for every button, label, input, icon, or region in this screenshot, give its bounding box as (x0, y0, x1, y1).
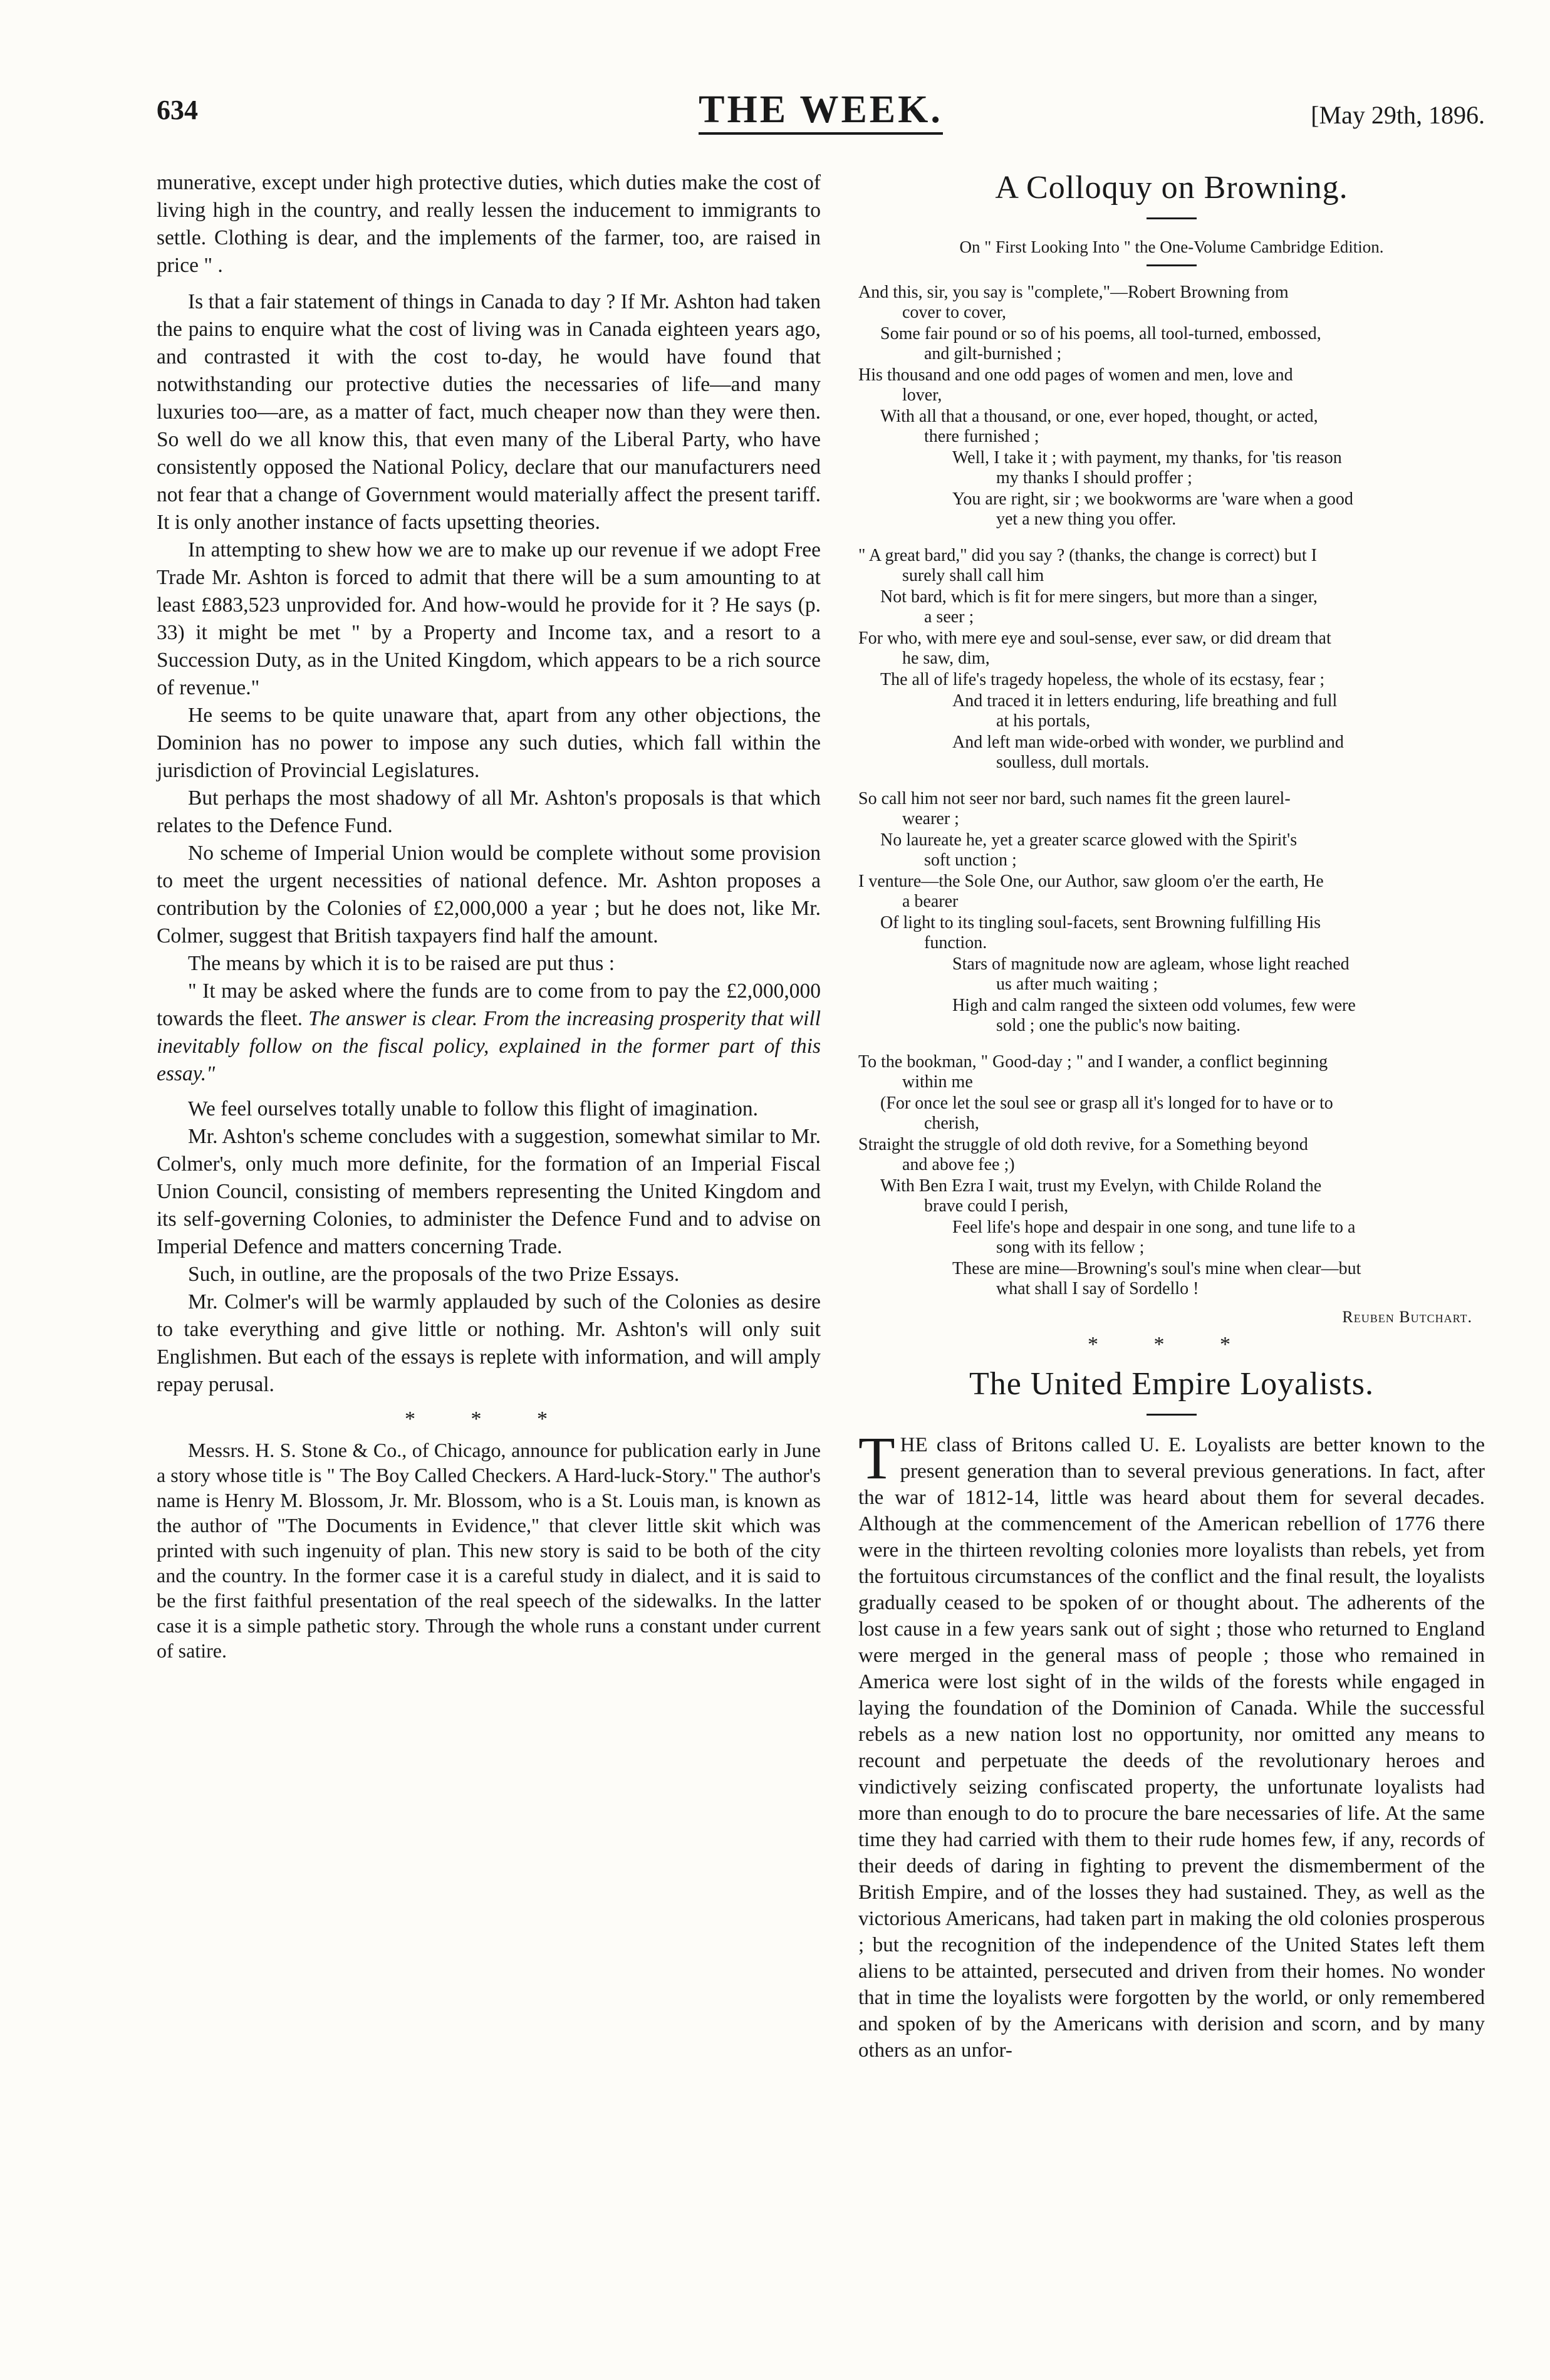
paragraph: munerative, except under high protective duties, which duties make the cost of living high in the country, and really lessen the inducement to immigrants to settle. Clothing is dear, and the implements of the farmer, too, are raised in price " . (157, 171, 821, 277)
poem-line (858, 996, 1485, 1036)
title-rule (1147, 217, 1197, 219)
poem-line-continuation: song with its fellow ; (996, 1238, 1145, 1257)
paragraph: In attempting to shew how we are to make up our revenue if we adopt Free Trade Mr. Ashton is forced to admit that there will be a sum amounting to at least £883,523 unprovided for. And how-would he provide for it ? He says (p. 33) it might be met " by a Property and Income tax, and a resort to a Succession Duty, as in the United Kingdom, which appears to be a rich source of revenue." (157, 538, 821, 699)
paragraph: Mr. Colmer's will be warmly applauded by such of the Colonies as desire to take everything and give little or nothing. Mr. Ashton's will only suit Englishmen. But each of the essays is replete with information, and will amply repay perusal. (157, 1290, 821, 1396)
poem-line-text: To the bookman, " Good-day ; " and I wander, a conflict beginning (858, 1052, 1328, 1072)
poem-stanza (858, 546, 1485, 773)
poem-line (858, 1135, 1485, 1175)
page-number: 634 (157, 95, 198, 125)
poem-line-text: And traced it in letters enduring, life breathing and full (952, 691, 1338, 711)
poem-line (858, 1052, 1485, 1092)
poem-line-continuation: lover, (902, 385, 942, 405)
running-head (157, 88, 1485, 150)
poem-line-text: These are mine—Browning's soul's mine when clear—but (952, 1259, 1361, 1278)
news-note: Messrs. H. S. Stone & Co., of Chicago, announce for publication early in June a story whose title is " The Boy Called Checkers. A Hard-luck-Story." The author's name is Henry M. Blossom, Jr. Mr. Blossom, who is a St. Louis man, is known as the author of "The Documents in Evidence," that clever little skit which was printed with such ingenuity of plan. This new story is said to be both of the city and the country. In the former case it is a careful study in dialect, and it is said to be the first faithful presentation of the real speech of the sidewalks. In the latter case it is a simple pathetic story. Through the whole runs a constant under current of satire. (157, 1439, 821, 1662)
poem-line-continuation: at his portals, (996, 711, 1091, 731)
poem-line-continuation: a seer ; (924, 607, 974, 627)
poem-line (858, 365, 1485, 405)
poem-line (858, 629, 1485, 669)
poem-line-text: I venture—the Sole One, our Author, saw gloom o'er the earth, He (858, 872, 1324, 891)
poem-line-continuation: function. (924, 933, 987, 953)
paragraph: The means by which it is to be raised are put thus : (188, 952, 615, 975)
poem-line-text: Well, I take it ; with payment, my thanks, for 'tis reason (952, 448, 1342, 467)
drop-cap: T (858, 1424, 895, 1491)
poem-line (858, 587, 1485, 627)
paragraph: We feel ourselves totally unable to follow this flight of imagination. (188, 1097, 758, 1120)
poem-line-text: Not bard, which is fit for mere singers, but more than a singer, (880, 587, 1318, 607)
poem-line-text: No laureate he, yet a greater scarce glowed with the Spirit's (880, 830, 1298, 850)
poem-line-text: His thousand and one odd pages of women and men, love and (858, 365, 1293, 385)
poem-line-text: Feel life's hope and despair in one song, and tune life to a (952, 1218, 1356, 1237)
poem-body (858, 283, 1485, 1299)
left-column (157, 169, 821, 1663)
poem-stanza (858, 283, 1485, 530)
poem-line-text: You are right, sir ; we bookworms are 'ware when a good (952, 489, 1353, 509)
poem-line (858, 913, 1485, 953)
poem-line (858, 830, 1485, 870)
poem-line-continuation: my thanks I should proffer ; (996, 468, 1192, 488)
poem-subtitle: On " First Looking Into " the One-Volume Cambridge Edition. (959, 237, 1384, 256)
quote-plain: " It may be asked where the funds are to come from to pay the £2,000,000 towards the fleet. (157, 979, 821, 1030)
subtitle-rule (1147, 264, 1197, 266)
essay-body: HE class of Britons called U. E. Loyalists are better known to the present generation than to several previous generations. In fact, after the war of 1812-14, little was heard about them for several decades. Although at the commencement of the American rebellion of 1776 there were in the thirteen revolting colonies more loyalists than rebels, yet from the fortuitous circumstances of the conflict and the final result, the loyalists gradually ceased to be spoken of or thought about. The adherents of the lost cause in a few years sank out of sight ; those who returned to England were merged in the general mass of people ; those who remained in America were lost sight of in the wilds of the forests while engaged in laying the foundation of the Dominion of Canada. While the successful rebels as a new nation lost no opportunity, nor omitted any means to recount and perpetuate the deeds of the revolutionary heroes and vindictively seizing confiscated property, the unfortunate loyalists had more than enough to do to procure the bare necessaries of life. At the same time they had carried with them to their rude homes few, if any, records of their deeds of daring in fighting to prevent the dismemberment of the British Empire, and of the losses they had sustained. They, as well as the victorious Americans, had taken part in making the old colonies prosperous ; but the recognition of the independence of the United States left them aliens to be attainted, persecuted and driven from their homes. No wonder that in time the loyalists were forgotten by the world, or only remembered and spoken of by the Americans with derision and scorn, and by many others as an unfor- (858, 1434, 1485, 2062)
poem-line (858, 733, 1485, 773)
poem-signature: Reuben Butchart. (1342, 1308, 1472, 1326)
poem-line-continuation: sold ; one the public's now baiting. (996, 1016, 1241, 1035)
poem-line-continuation: yet a new thing you offer. (996, 509, 1177, 529)
paragraph: But perhaps the most shadowy of all Mr. Ashton's proposals is that which relates to the Defence Fund. (157, 786, 821, 837)
poem-line-text: " A great bard," did you say ? (thanks, the change is correct) but I (858, 546, 1317, 565)
poem-line-text: And left man wide-orbed with wonder, we purblind and (952, 733, 1344, 752)
poem-line-continuation: us after much waiting ; (996, 974, 1158, 994)
poem-line (858, 691, 1485, 731)
poem-line-text: So call him not seer nor bard, such names fit the green laurel- (858, 789, 1291, 808)
poem-line-continuation: cover to cover, (902, 303, 1007, 322)
block-quote (157, 978, 821, 1088)
journal-title (157, 88, 1485, 132)
issue-date: [May 29th, 1896. (1311, 101, 1485, 129)
essay-text (858, 1424, 1485, 2064)
paragraph: Such, in outline, are the proposals of the two Prize Essays. (188, 1263, 680, 1286)
poem-line (858, 407, 1485, 447)
poem-line-text: (For once let the soul see or grasp all it's longed for to have or to (880, 1093, 1333, 1113)
quote-italic: The answer is clear. From the increasing prosperity that will inevitably follow on the fiscal policy, explained in the former part of this essay." (157, 1007, 821, 1085)
essay-title-rule (1147, 1414, 1197, 1416)
poem-line (858, 283, 1485, 323)
poem-line-text: The all of life's tragedy hopeless, the whole of its ecstasy, fear ; (880, 670, 1325, 689)
poem-line-text: Straight the struggle of old doth revive, for a Something beyond (858, 1135, 1308, 1154)
section-separator: * * * (1088, 1333, 1256, 1356)
poem-line-continuation: wearer ; (902, 809, 959, 828)
paragraph: He seems to be quite unaware that, apart from any other objections, the Dominion has no power to impose any such duties, which fall within the jurisdiction of Provincial Legislatures. (157, 704, 821, 782)
poem-line-text: And this, sir, you say is "complete,"—Robert Browning from (858, 283, 1289, 302)
poem-line-text: High and calm ranged the sixteen odd volumes, few were (952, 996, 1356, 1015)
right-column (858, 169, 1485, 2064)
poem-stanza (858, 1052, 1485, 1299)
poem-line-text: Some fair pound or so of his poems, all tool-turned, embossed, (880, 324, 1321, 343)
poem-line (858, 872, 1485, 912)
poem-line-continuation: and above fee ;) (902, 1155, 1015, 1174)
poem-line (858, 1093, 1485, 1134)
poem-line (858, 489, 1485, 530)
poem-line (858, 670, 1485, 690)
poem-line-continuation: there furnished ; (924, 427, 1039, 446)
poem-title: A Colloquy on Browning. (995, 170, 1348, 206)
poem-line-text: For who, with mere eye and soul-sense, ever saw, or did dream that (858, 629, 1331, 648)
poem-line (858, 789, 1485, 829)
poem-line (858, 1218, 1485, 1258)
poem-line-continuation: what shall I say of Sordello ! (996, 1279, 1199, 1298)
paragraph: Mr. Ashton's scheme concludes with a suggestion, somewhat similar to Mr. Colmer's, only much more definite, for the formation of an Imperial Fiscal Union Council, consisting of members representing the United Kingdom and its self-governing Colonies, to administer the Defence Fund and to advise on Imperial Defence and matters concerning Trade. (157, 1125, 821, 1258)
section-separator: * * * (405, 1407, 573, 1431)
poem-line (858, 1259, 1485, 1299)
poem-line-continuation: soft unction ; (924, 850, 1017, 870)
journal-title-text: THE WEEK. (699, 88, 943, 135)
poem-line-continuation: brave could I perish, (924, 1196, 1069, 1216)
poem-line-text: With all that a thousand, or one, ever hoped, thought, or acted, (880, 407, 1318, 426)
poem-line (858, 1176, 1485, 1216)
poem-line (858, 546, 1485, 586)
poem-line-continuation: within me (902, 1072, 973, 1092)
poem-line-continuation: a bearer (902, 892, 959, 911)
poem-line (858, 324, 1485, 364)
poem-stanza (858, 789, 1485, 1036)
poem-line-text: Stars of magnitude now are agleam, whose light reached (952, 954, 1350, 974)
paragraph: No scheme of Imperial Union would be complete without some provision to meet the urgent necessities of national defence. Mr. Ashton proposes a contribution by the Colonies of £2,000,000 a year ; but he does not, like Mr. Colmer, suggest that British taxpayers find half the amount. (157, 842, 821, 947)
poem-line-continuation: soulless, dull mortals. (996, 753, 1150, 772)
paragraph: Is that a fair statement of things in Canada to day ? If Mr. Ashton had taken the pains to enquire what the cost of living was in Canada eighteen years ago, and contrasted it with the cost to-day, he would have found that notwithstanding our protective duties the necessaries of life—and many luxuries too—are, as a matter of fact, much cheaper now than they were then. So well do we all know this, that even many of the Liberal Party, who have consistently opposed the National Policy, declare that our manufacturers need not fear that a change of Government would materially affect the present tariff. It is only another instance of facts upsetting theories. (157, 290, 821, 534)
essay-title: The United Empire Loyalists. (969, 1366, 1375, 1402)
poem-line-continuation: and gilt-burnished ; (924, 344, 1062, 363)
poem-line (858, 448, 1485, 488)
poem-line-continuation: cherish, (924, 1114, 979, 1133)
poem-line-continuation: surely shall call him (902, 566, 1044, 585)
poem-line-text: With Ben Ezra I wait, trust my Evelyn, with Childe Roland the (880, 1176, 1322, 1196)
poem-line-continuation: he saw, dim, (902, 649, 990, 668)
poem-line (858, 954, 1485, 994)
poem-line-text: Of light to its tingling soul-facets, sent Browning fulfilling His (880, 913, 1321, 932)
